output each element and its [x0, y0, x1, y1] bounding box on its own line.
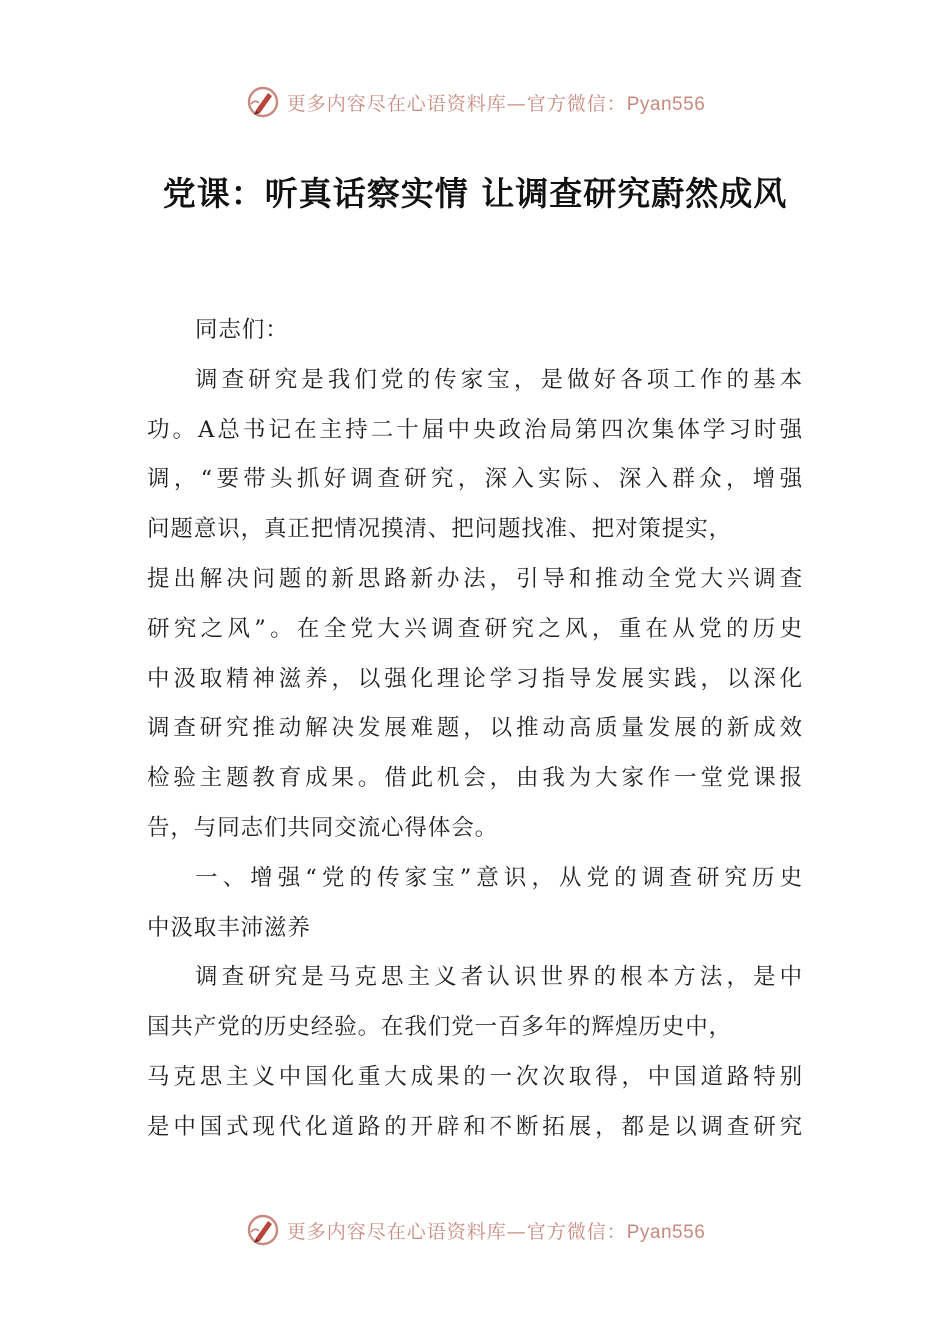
body-line: 是中国式现代化道路的开辟和不断拓展，都是以调查研究	[147, 1113, 803, 1140]
body-line: 马克思主义中国化重大成果的一次次取得，中国道路特别	[147, 1063, 803, 1090]
body-line: 调查研究推动解决发展难题，以推动高质量发展的新成效	[147, 715, 803, 742]
page-title: 党课：听真话察实情 让调查研究蔚然成风	[162, 174, 788, 213]
watermark-text: 更多内容尽在心语资料库—官方微信：Pyan556	[286, 1220, 706, 1243]
section-heading-line: 中汲取丰沛滋养	[147, 914, 311, 941]
body-line: 提出解决问题的新思路新办法，引导和推动全党大兴调查	[147, 565, 803, 592]
watermark-banner-bottom	[0, 1210, 950, 1250]
body-line: 告，与同志们共同交流心得体会。	[147, 814, 499, 841]
body-line: 问题意识，真正把情况摸清、把问题找准、把对策提实，	[147, 516, 733, 543]
body-line: 国共产党的历史经验。在我们党一百多年的辉煌历史中，	[147, 1014, 733, 1041]
body-line: 功。A总书记在主持二十届中央政治局第四次集体学习时强	[147, 416, 803, 443]
pen-circle-logo-icon	[245, 1212, 281, 1248]
body-line: 中汲取精神滋养，以强化理论学习指导发展实践，以深化	[147, 665, 803, 692]
watermark-banner-top	[0, 82, 950, 122]
body-line: 研究之风”。在全党大兴调查研究之风，重在从党的历史	[147, 615, 803, 642]
watermark-text: 更多内容尽在心语资料库—官方微信：Pyan556	[286, 92, 706, 115]
body-line: 调查研究是马克思主义者认识世界的根本方法，是中	[195, 964, 803, 991]
body-line: 检验主题教育成果。借此机会，由我为大家作一堂党课报	[147, 765, 803, 792]
pen-circle-logo-icon	[245, 84, 281, 120]
body-line: 调查研究是我们党的传家宝，是做好各项工作的基本	[195, 366, 803, 393]
section-heading-line: 一、增强“党的传家宝”意识，从党的调查研究历史	[195, 864, 803, 891]
body-line: 同志们：	[195, 317, 289, 343]
document-body	[147, 306, 803, 1153]
body-line: 调，“要带头抓好调查研究，深入实际、深入群众，增强	[147, 466, 803, 493]
